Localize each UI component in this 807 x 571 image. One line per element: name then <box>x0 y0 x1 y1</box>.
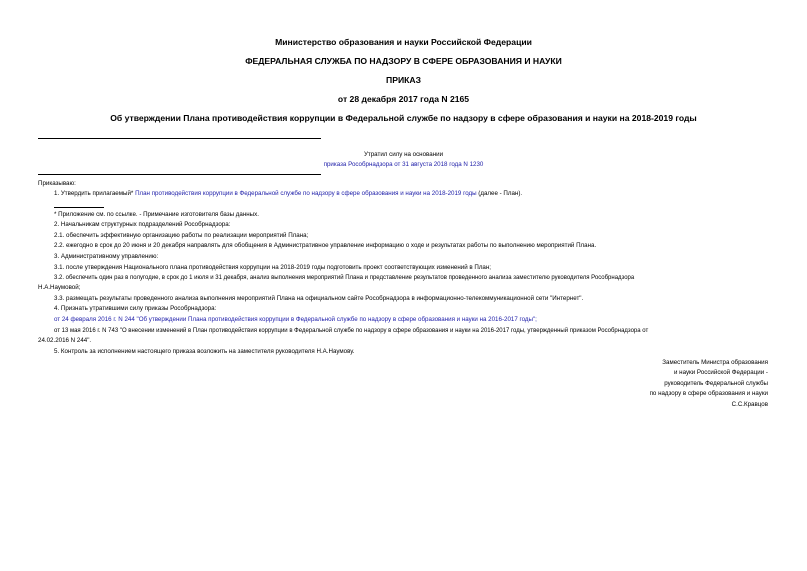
paragraph-3: 3. Административному управлению: <box>54 253 159 260</box>
ministry-name: Министерство образования и науки Российской Федерации <box>275 37 532 47</box>
paragraph-2: 2. Начальникам структурных подразделений Рособрнадзора: <box>54 221 231 228</box>
paragraph-5: 5. Контроль за исполнением настоящего приказа возложить на заместителя руководителя Н.А.Наумову. <box>54 348 355 355</box>
signature-line-2: и науки Российской Федерации - <box>673 369 768 376</box>
paragraph-1-suffix: (далее - План). <box>478 190 523 197</box>
status-note: Утратил силу на основании <box>363 151 444 158</box>
service-name: ФЕДЕРАЛЬНАЯ СЛУЖБА ПО НАДЗОРУ В СФЕРЕ ОБРАЗОВАНИЯ И НАУКИ <box>245 56 562 66</box>
intro-text: Приказываю: <box>38 180 76 187</box>
footnote-divider <box>54 207 104 208</box>
repealed-order-244-link[interactable]: от 24 февраля 2016 г. N 244 "Об утверждении Плана противодействия коррупции в Федеральной службе по надзору в сфере образования и науки на 2016-2017 годы"; <box>54 316 537 323</box>
signature-line-4: по надзору в сфере образования и науки <box>649 390 768 397</box>
paragraph-2-1: 2.1. обеспечить эффективную организацию работы по реализации мероприятий Плана; <box>54 232 309 239</box>
paragraph-3-1: 3.1. после утверждения Национального плана противодействия коррупции на 2018-2019 годы подготовить проект соответствующих изменений в План; <box>54 264 492 271</box>
document-title: Об утверждении Плана противодействия коррупции в Федеральной службе по надзору в сфере образования и науки на 2018-2019 годы <box>110 113 697 123</box>
paragraph-4-2: от 13 мая 2016 г. N 743 "О внесении изменений в План противодействия коррупции в Федеральной службе по надзору в сфере образования и науки на 2016-2017 годы, утвержденный приказом Рособрнадзора от <box>54 328 649 334</box>
divider-line <box>38 174 321 175</box>
signature-line-1: Заместитель Министра образования <box>662 359 768 366</box>
repeal-order-link[interactable]: приказа Рособрнадзора от 31 августа 2018 года N 1230 <box>323 161 484 168</box>
divider-line <box>38 138 321 139</box>
document-date-number: от 28 декабря 2017 года N 2165 <box>337 94 470 104</box>
paragraph-1 <box>54 190 522 198</box>
paragraph-2-2: 2.2. ежегодно в срок до 20 июня и 20 декабря направлять для обобщения в Административное управление информацию о ходе и результатах работы по выполнению мероприятий Плана. <box>54 242 597 249</box>
paragraph-3-2-continued: Н.А.Наумовой; <box>38 284 81 291</box>
paragraph-3-2: 3.2. обеспечить один раз в полугодие, в срок до 1 июля и 31 декабря, анализ выполнения мероприятий Плана и представление результатов проведенного анализа заместителю руководителя Рособрнадзора <box>54 275 635 281</box>
document-type: ПРИКАЗ <box>386 75 421 85</box>
paragraph-3-3: 3.3. размещать результаты проведенного анализа выполнения мероприятий Плана на официальном сайте Рособрнадзора в информационно-телекоммуникационной сети "Интернет". <box>54 295 584 302</box>
plan-link[interactable]: План противодействия коррупции в Федеральной службе по надзору в сфере образования и науки на 2018-2019 годы <box>135 190 477 197</box>
paragraph-1-prefix: 1. Утвердить прилагаемый* <box>54 190 134 197</box>
signature-line-3: руководитель Федеральной службы <box>664 380 768 387</box>
paragraph-4-2-continued: 24.02.2016 N 244". <box>38 337 92 344</box>
paragraph-4: 4. Признать утратившими силу приказы Рособрнадзора: <box>54 305 217 312</box>
signatory-name: С.С.Кравцов <box>731 401 768 408</box>
footnote: * Приложение см. по ссылке. - Примечание изготовителя базы данных. <box>54 211 259 218</box>
